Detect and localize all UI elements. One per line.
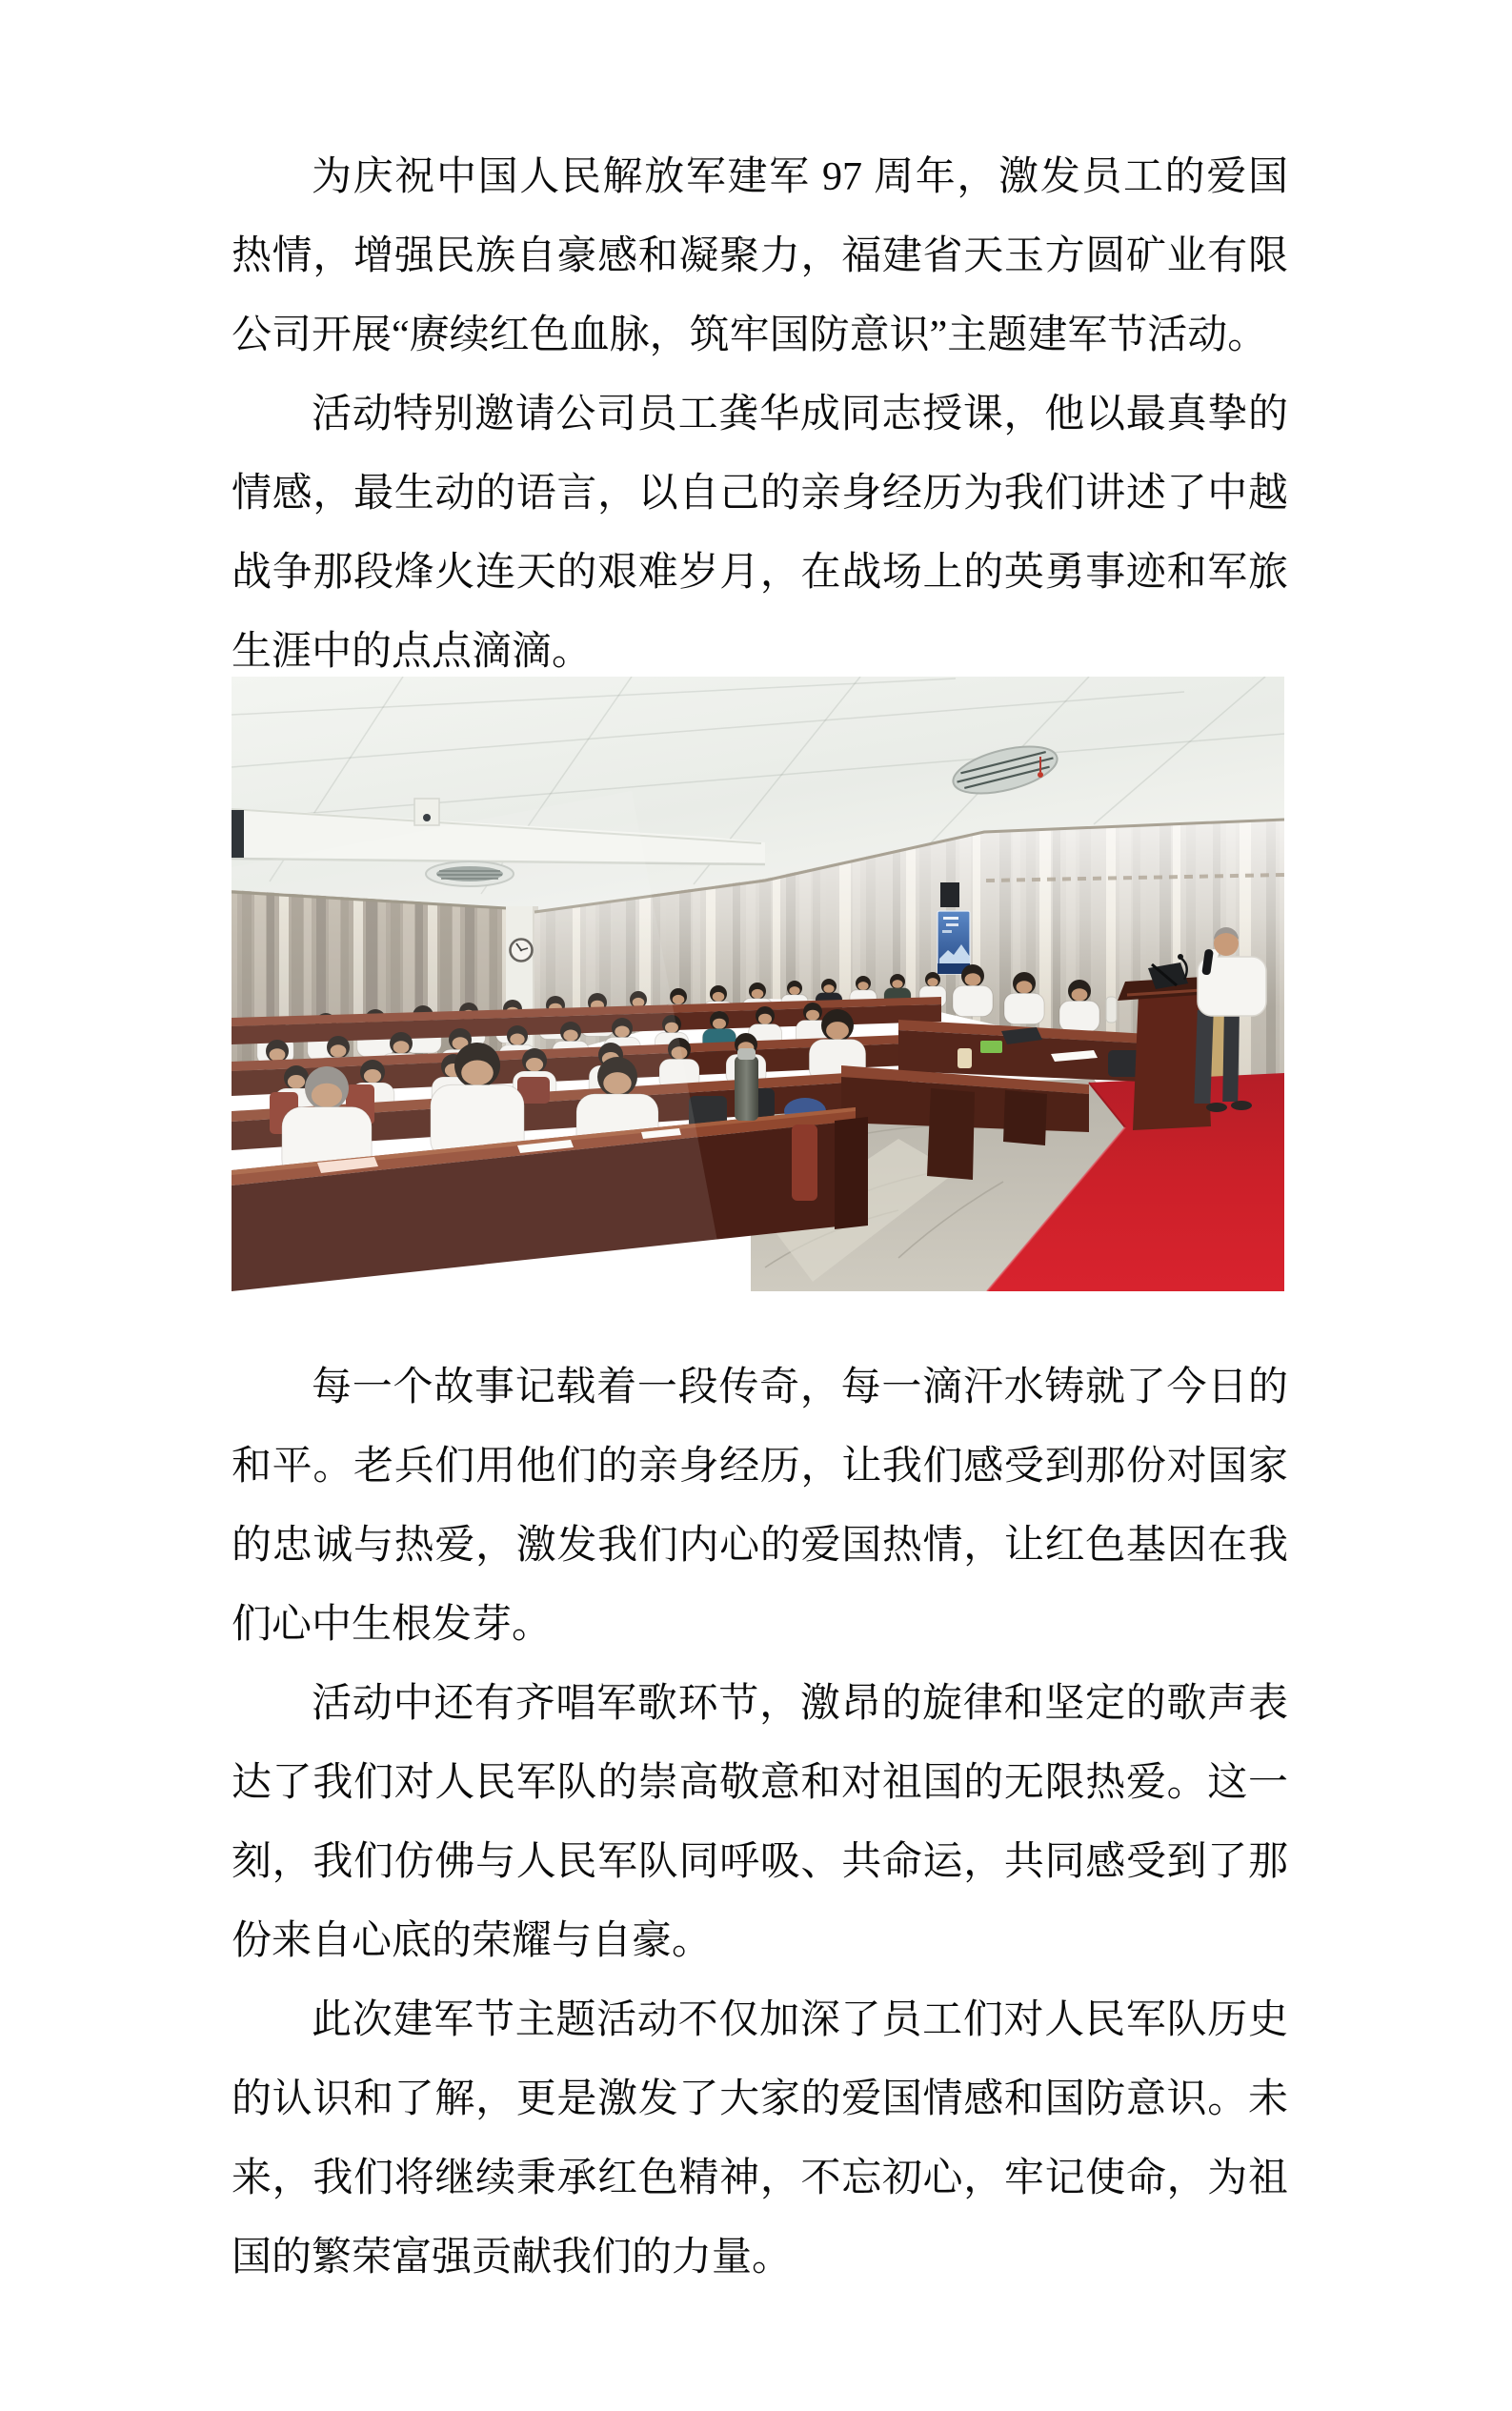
paragraph-3: 每一个故事记载着一段传奇，每一滴汗水铸就了今日的和平。老兵们用他们的亲身经历，让我们感受到那份对国家的忠诚与热爱，激发我们内心的爱国热情，让红色基因在我们心中生根发芽。	[232, 1366, 1288, 1647]
paragraph-5: 此次建军节主题活动不仅加深了员工们对人民军队历史的认识和了解，更是激发了大家的爱国情感和国防意识。未来，我们将继续秉承红色精神，不忘初心，牢记使命，为祖国的繁荣富强贡献我们的力量。	[232, 1998, 1288, 2279]
thermos-small	[1106, 997, 1117, 1023]
coffee-cup	[958, 1048, 972, 1068]
paragraph-1: 为庆祝中国人民解放军建军 97 周年，激发员工的爱国热情，增强民族自豪感和凝聚力，福建省天玉方圆矿业有限公司开展“赓续红色血脉，筑牢国防意识”主题建军节活动。	[232, 155, 1288, 357]
tissue-box	[980, 1041, 1002, 1053]
article-body	[232, 138, 1288, 2298]
thermos-large	[735, 1048, 758, 1121]
wall-speaker	[940, 882, 959, 907]
event-photo	[232, 677, 1284, 1291]
chair	[792, 1124, 817, 1201]
wall-tv	[232, 810, 244, 858]
paragraph-2: 活动特别邀请公司员工龚华成同志授课，他以最真挚的情感，最生动的语言，以自己的亲身经历为我们讲述了中越战争那段烽火连天的艰难岁月，在战场上的英勇事迹和军旅生涯中的点点滴滴。	[232, 393, 1288, 674]
event-photo-illustration	[232, 677, 1284, 1291]
poster-banner	[937, 911, 970, 974]
paragraph-4: 活动中还有齐唱军歌环节，激昂的旋律和坚定的歌声表达了我们对人民军队的崇高敬意和对祖国的无限热爱。这一刻，我们仿佛与人民军队同呼吸、共命运，共同感受到了那份来自心底的荣耀与自豪。	[232, 1682, 1288, 1963]
